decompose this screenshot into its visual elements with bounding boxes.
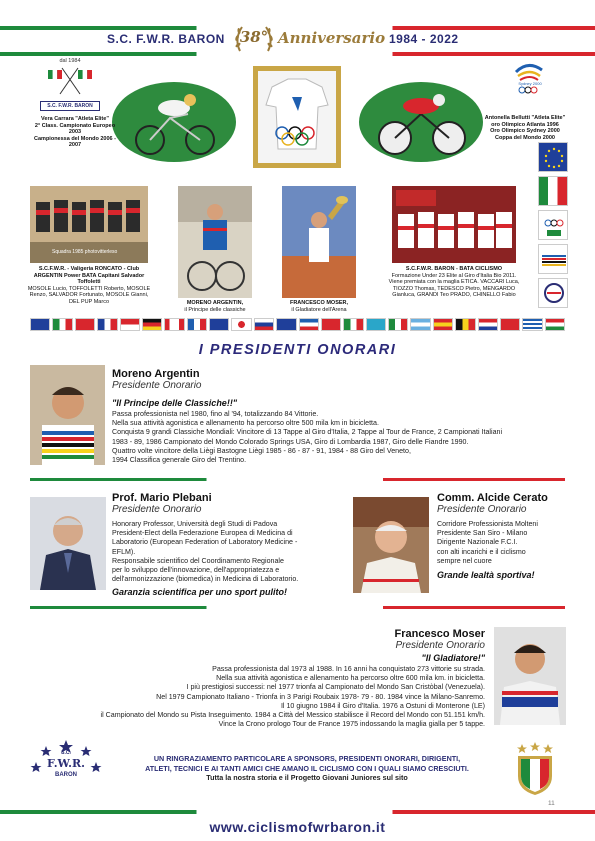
flag-icon	[276, 318, 296, 331]
plebani-text-block	[112, 492, 342, 597]
flag-icon	[231, 318, 251, 331]
moser-quote: "Il Gladiatore!"	[421, 653, 485, 663]
page-header	[0, 18, 595, 58]
caption-antonella-bellutti: Antonella Bellutti "Atleta Elite" oro Olimpico Atlanta 1996 Oro Olimpico Sydney 2000 Coppa del Mondo 2000	[484, 115, 566, 141]
cerato-role: Presidente Onorario	[437, 504, 527, 515]
argentin-name: Moreno Argentin	[112, 368, 200, 380]
cerato-quote: Grande lealtà sportiva!	[437, 570, 535, 581]
eu-flag-icon	[538, 142, 568, 172]
moser-role: Presidente Onorario	[395, 640, 485, 651]
cerato-bio: Corridore Professionista Molteni Presidente San Siro - Milano Dirigente Nazionale F.C.I. con alti incarichi e il ciclismo sempre nel cuore	[437, 520, 538, 565]
international-flags-row	[30, 318, 565, 331]
flag-icon	[164, 318, 184, 331]
argentin-quote: "Il Principe delle Classiche!!"	[112, 398, 238, 408]
flag-icon	[254, 318, 274, 331]
flag-icon	[142, 318, 162, 331]
sydney-label: Sydney 2000	[518, 81, 542, 86]
club-logo	[40, 58, 100, 111]
argentin-bio: Passa professionista nel 1980, fino al '94, totalizzando 84 Vittorie. Nella sua attività agonistica e allenamento ha percorso oltre 500 mila km in bicicletta. Conquista 9 grandi Classiche Mondiali: Vincitore di 13 Tappe al Giro d'Italia, 2 Tappe al Tour de France, 2 Campionati Italiani 1983 - 89, 1986 Campionato del Mondo Colorado Springs USA, Giro di Lombardia 1987, Giro delle Fiandre 1990. Quattro volte vincitore della Liègi Bastogne Liègi 1985 - 86 - 87 - 91, 1984 - 88 Giro del Veneto, 1994 Classifica generale Giro del Trentino.	[112, 410, 503, 465]
coni-logo-icon	[538, 210, 568, 240]
photo-antonella-bellutti	[355, 72, 487, 164]
anniversary-number: 38°	[239, 28, 269, 46]
flag-icon	[388, 318, 408, 331]
uci-logo-icon	[538, 244, 568, 274]
argentin-text-block	[112, 368, 552, 465]
cerato-name: Comm. Alcide Cerato	[437, 492, 548, 504]
thanks-line-2: ATLETI, TECNICI E AI TANTI AMICI CHE AMANO IL CICLISMO CON I QUALI SIAMO CRESCIUTI.	[145, 763, 469, 773]
portrait-mario-plebani	[30, 497, 106, 590]
anniversary-label: Anniversario	[278, 29, 386, 47]
plebani-name: Prof. Mario Plebani	[112, 492, 212, 504]
moser-name: Francesco Moser	[394, 628, 485, 640]
caption-vera-carrara: Vera Carrara "Atleta Elite" 2° Class. Campionato Europeo 2003 Campionessa del Mondo 2006 - 2007	[34, 116, 116, 149]
federation-logo-icon	[538, 278, 568, 308]
caption-bata-team: S.C.F.W.R. BARON - BATA CICLISMO Formazione Under 23 Elite al Giro d'Italia Bio 2011. Viene premiata con la maglia ETICA. VACCARI Luca, TIOZZO Thomas, TEDESCO Pietro, MENGARDO Gianluca, GRANDI Teo PRADO, CHINELLO Fabio	[388, 266, 520, 299]
tricolor-bar-footer	[0, 810, 595, 814]
flag-icon	[410, 318, 430, 331]
section-title-presidenti: I PRESIDENTI ONORARI	[198, 342, 397, 358]
badge-sub: BARON	[55, 772, 77, 778]
framed-olympic-jersey	[253, 66, 341, 168]
flag-icon	[75, 318, 95, 331]
header-club-name: S.C. F.W.R. BARON	[107, 32, 225, 46]
badge-name: F.W.R.	[47, 757, 85, 770]
flag-icon	[120, 318, 140, 331]
header-years: 1984 - 2022	[389, 32, 459, 46]
plebani-role: Presidente Onorario	[112, 504, 202, 515]
flag-icon	[209, 318, 229, 331]
flag-icon	[97, 318, 117, 331]
photo-moreno-argentin	[178, 186, 252, 298]
flag-icon	[30, 318, 50, 331]
caption-moreno-argentin: MORENO ARGENTIN, il Principe delle classiche	[184, 300, 246, 313]
flag-icon	[522, 318, 542, 331]
flag-icon	[366, 318, 386, 331]
flag-icon	[545, 318, 565, 331]
caption-francesco-moser: FRANCESCO MOSER, il Gladiatore dell'Arena	[289, 300, 349, 313]
photo-vera-carrara	[108, 72, 240, 164]
argentin-role: Presidente Onorario	[112, 380, 202, 391]
flag-icon	[455, 318, 475, 331]
crossed-flags-icon	[40, 64, 100, 96]
flag-icon	[187, 318, 207, 331]
flag-icon	[52, 318, 72, 331]
footer-website-link[interactable]: www.ciclismofwrbaron.it	[209, 819, 386, 835]
cerato-text-block	[437, 492, 577, 580]
italy-flag-icon	[538, 176, 568, 206]
moser-text-block	[30, 628, 485, 729]
flag-icon	[343, 318, 363, 331]
thanks-message	[112, 754, 502, 783]
logo-name: S.C. F.W.R. BARON	[40, 101, 100, 111]
club-badge	[30, 738, 102, 794]
badge-sc: S.C.	[61, 750, 71, 756]
portrait-moreno-argentin	[30, 365, 105, 465]
photo-francesco-moser	[282, 186, 356, 298]
plebani-quote: Garanzia scientifica per uno sport pulito!	[112, 587, 288, 598]
team-photo-label: Squadra 1985 photovitterleso	[52, 249, 118, 255]
portrait-francesco-moser	[494, 627, 566, 725]
flag-icon	[478, 318, 498, 331]
thanks-line-3: Tutta la nostra storia e il Progetto Giovani Juniores sul sito	[206, 773, 408, 782]
plebani-bio: Honorary Professor, Università degli Studi di Padova President-Elect della Federazione Europea di Medicina di Laboratorio (European Federation of Laboratory Medicine - EFLM). Responsabile scientifico del Coordinamento Regionale per lo sviluppo dell'innovazione, dell'appropriatezza e dell'armonizzazione (biomedica) in Medicina di Laboratorio.	[112, 520, 299, 584]
flag-icon	[500, 318, 520, 331]
italian-shield-icon	[514, 740, 556, 796]
laurel-wreath-icon	[232, 21, 276, 55]
sponsor-logo-column	[538, 142, 570, 312]
photo-bata-team	[392, 186, 516, 263]
photo-team-1985	[30, 186, 148, 263]
flag-icon	[299, 318, 319, 331]
thanks-line-1: UN RINGRAZIAMENTO PARTICOLARE A SPONSORS, PRESIDENTI ONORARI, DIRIGENTI,	[153, 754, 461, 763]
flag-icon	[321, 318, 341, 331]
portrait-alcide-cerato	[353, 497, 429, 593]
caption-team-1985: S.C.F.W.R. - Valigeria RONCATO - Club ARGENTIN Power BATA Capitani Salvador Toffoletti MOSOLE Lucio, TOFFOLETTI Roberto, MOSOLE Renzo, SALVADOR Fortunato, MOSOLE Gianni, DEL PUP Marco	[27, 266, 151, 305]
sydney-2000-logo	[508, 58, 552, 98]
separator-bar	[30, 606, 565, 609]
moser-bio: Passa professionista dal 1973 al 1988. In 16 anni ha conquistato 273 vittorie su strada. Nella sua attività agonistica e allenamento ha percorso oltre 600 mila km. in bicicletta. I più prestigiosi successi: nel 1977 trionfa al Campionato del Mondo San Cristòbal (Venezuela). Nel 1979 Campionato Italiano - Trionfa in 3 Parigi Roubaix 1978- 79 - 80. 1984 vince la Milano-Sanremo. Il 10 giugno 1984 il Giro d'Italia. 1976 a Ostuni di Monterone (LE) il Campionato del Mondo su Pista Inseguimento. 1984 a Città del Messico stabilisce il Record del Mondo con 51.151 km/h. Vince la Crono prologo Tour de France 1975 indossando la maglia gialla per 5 tappe.	[100, 665, 485, 729]
page-number: 11	[548, 800, 555, 807]
flag-icon	[433, 318, 453, 331]
separator-bar	[30, 478, 565, 481]
logo-since: dal 1984	[59, 58, 81, 64]
